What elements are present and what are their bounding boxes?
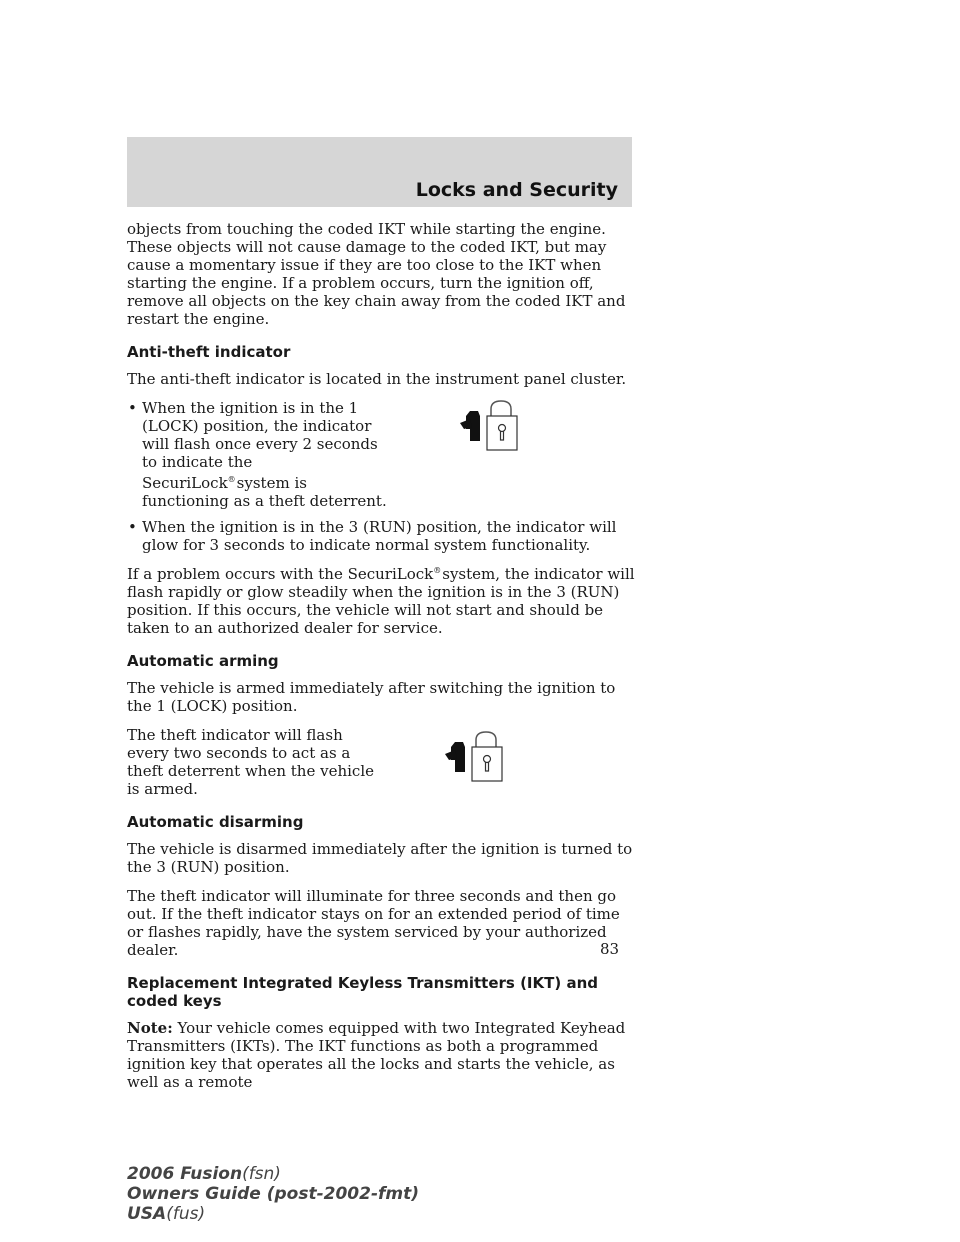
document-footer (127, 1164, 419, 1224)
bullet-item-run (127, 518, 637, 554)
note-paragraph (127, 1019, 637, 1091)
bullet-dot: • (128, 518, 137, 536)
problem-paragraph (127, 562, 637, 637)
intro-paragraph: objects from touching the coded IKT while starting the engine. These objects will not cause damage to the coded IKT, but may cause a momentary issue if they are too close to the IKT when starting the engine. If a problem occurs, turn the ignition off, remove all objects on the key chain away from the coded IKT and restart the engine. (127, 220, 626, 328)
footer-line-1 (127, 1164, 419, 1184)
footer-line-3 (127, 1204, 419, 1224)
theft-indicator-icon (445, 730, 533, 786)
replacement-heading: Replacement Integrated Keyless Transmitters (IKT) and coded keys (127, 974, 598, 1010)
footer-model: 2006 Fusion (127, 1164, 243, 1184)
footer-market-code: (fus) (166, 1204, 206, 1224)
problem-text-a: If a problem occurs with the SecuriLock (127, 565, 434, 583)
bullet-dot: • (128, 399, 137, 417)
theft-indicator-icon (460, 399, 548, 455)
disarming-text-2: The theft indicator will illuminate for three seconds and then go out. If the theft indicator stays on for an extended period of time or flashes rapidly, have the system serviced by your authorized dealer. (127, 887, 620, 959)
page-number: 83 (600, 940, 620, 958)
section-title: Locks and Security (415, 179, 618, 201)
footer-market: USA (127, 1204, 167, 1224)
bullet-item-lock (127, 399, 392, 510)
section-header-band (127, 137, 632, 207)
arming-text-1: The vehicle is armed immediately after switching the ignition to the 1 (LOCK) position. (127, 679, 616, 715)
bullet1-block (127, 399, 637, 518)
note-label: Note: (127, 1019, 173, 1037)
automatic-arming-heading: Automatic arming (127, 652, 279, 670)
bullet1-text-a: When the ignition is in the 1 (LOCK) position, the indicator will flash once every 2 seconds to indicate the SecuriLock (142, 399, 378, 492)
footer-line-2: Owners Guide (post-2002-fmt) (127, 1184, 420, 1204)
footer-model-code: (fsn) (242, 1164, 281, 1184)
note-text: Your vehicle comes equipped with two Integrated Keyhead Transmitters (IKTs). The IKT functions as both a programmed ignition key that operates all the locks and starts the vehicle, as well as a remote (127, 1019, 626, 1091)
registered-mark: ® (227, 475, 236, 484)
page-content (127, 220, 637, 1091)
arming-text-2: The theft indicator will flash every two seconds to act as a theft deterrent when the vehicle is armed. (127, 726, 374, 798)
automatic-disarming-heading: Automatic disarming (127, 813, 304, 831)
registered-mark: ® (433, 566, 442, 575)
problem-text-b: system, the indicator will flash rapidly or glow steadily when the ignition is in the 3 (RUN) position. If this occurs, the vehicle will not start and should be taken to an authorized dealer for service. (127, 565, 635, 637)
bullet2-text: When the ignition is in the 3 (RUN) position, the indicator will glow for 3 seconds to indicate normal system functionality. (142, 518, 617, 554)
disarming-text-1: The vehicle is disarmed immediately after the ignition is turned to the 3 (RUN) position. (127, 840, 633, 876)
anti-theft-text: The anti-theft indicator is located in the instrument panel cluster. (127, 370, 627, 388)
arming-block (127, 726, 637, 798)
bullet1-text-b: system is functioning as a theft deterrent. (142, 474, 387, 510)
anti-theft-heading: Anti-theft indicator (127, 343, 291, 361)
